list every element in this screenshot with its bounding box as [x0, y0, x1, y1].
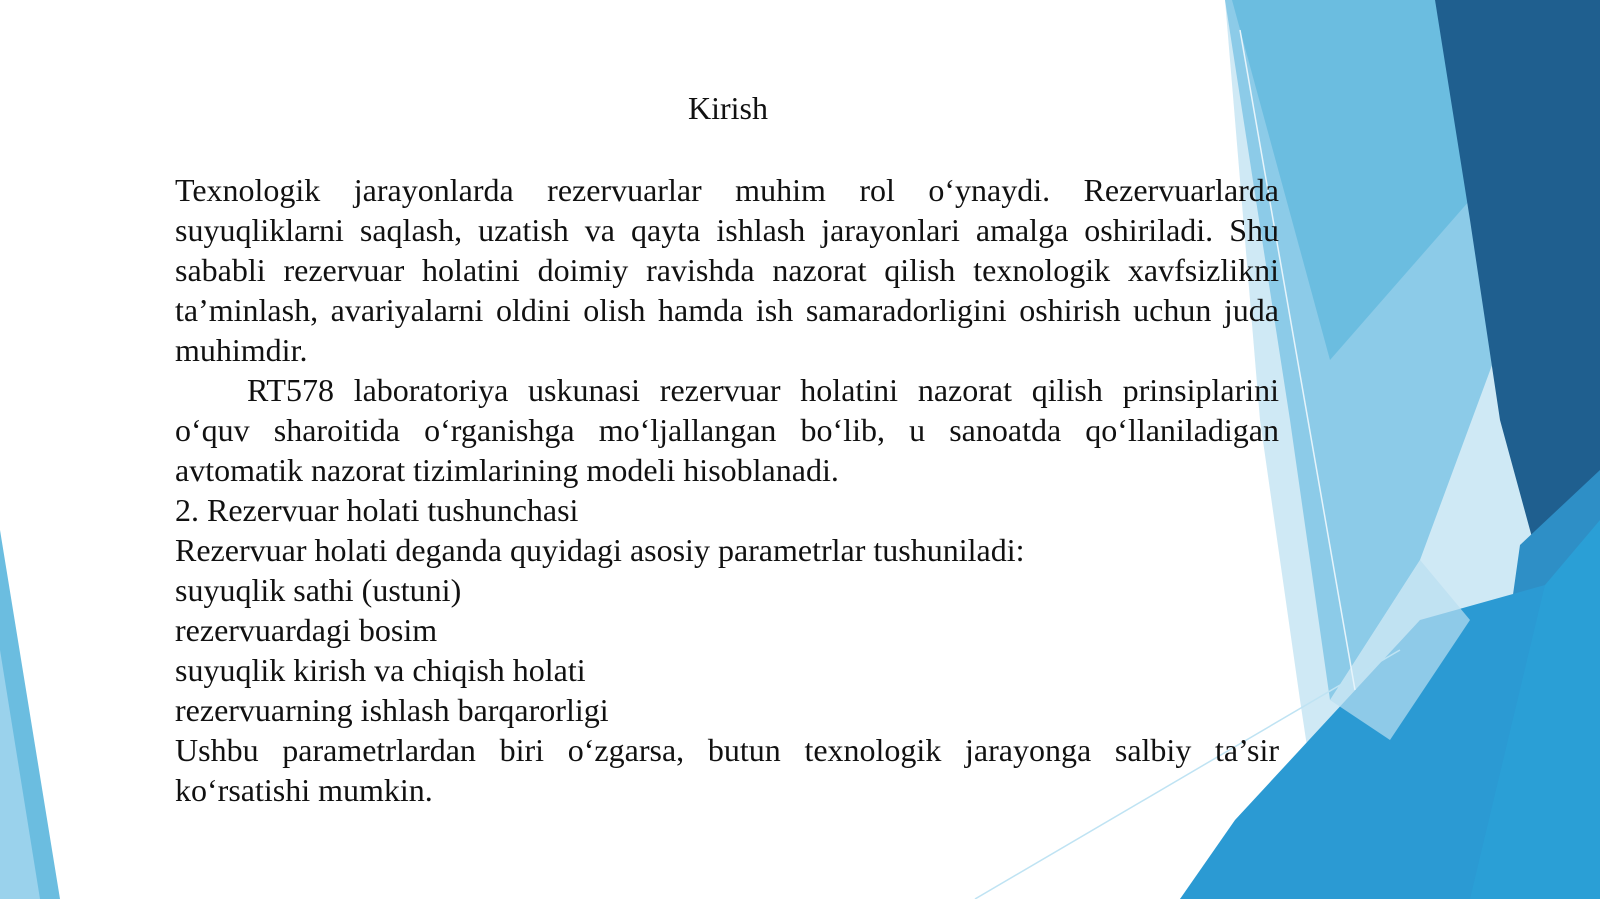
slide-title: Kirish: [688, 90, 768, 126]
parameter-item: rezervuardagi bosim: [175, 612, 438, 648]
slide-body: [175, 170, 1279, 810]
equipment-paragraph: RT578 laboratoriya uskunasi rezervuar holatini nazorat qilish prinsiplarini o‘quv sharoitida o‘rganishga mo‘ljallangan bo‘lib, u sanoatda qo‘llaniladigan avtomatik nazorat tizimlarining modeli hisoblanadi.: [175, 372, 1279, 488]
conclusion-paragraph: Ushbu parametrlardan biri o‘zgarsa, butun texnologik jarayonga salbiy ta’sir ko‘rsatishi mumkin.: [175, 732, 1279, 808]
parameters-intro: Rezervuar holati deganda quyidagi asosiy parametrlar tushuniladi:: [175, 532, 1025, 568]
parameter-item: suyuqlik kirish va chiqish holati: [175, 652, 586, 688]
intro-paragraph: Texnologik jarayonlarda rezervuarlar muhim rol o‘ynaydi. Rezervuarlarda suyuqliklarni saqlash, uzatish va qayta ishlash jarayonlari amalga oshiriladi. Shu sababli rezervuar holatini doimiy ravishda nazorat qilish texnologik xavfsizlikni ta’minlash, avariyalarni oldini olish hamda ish samaradorligini oshirish uchun juda muhimdir.: [175, 172, 1279, 368]
parameter-item: suyuqlik sathi (ustuni): [175, 572, 462, 608]
parameter-item: rezervuarning ishlash barqarorligi: [175, 692, 609, 728]
section-heading: 2. Rezervuar holati tushunchasi: [175, 492, 579, 528]
